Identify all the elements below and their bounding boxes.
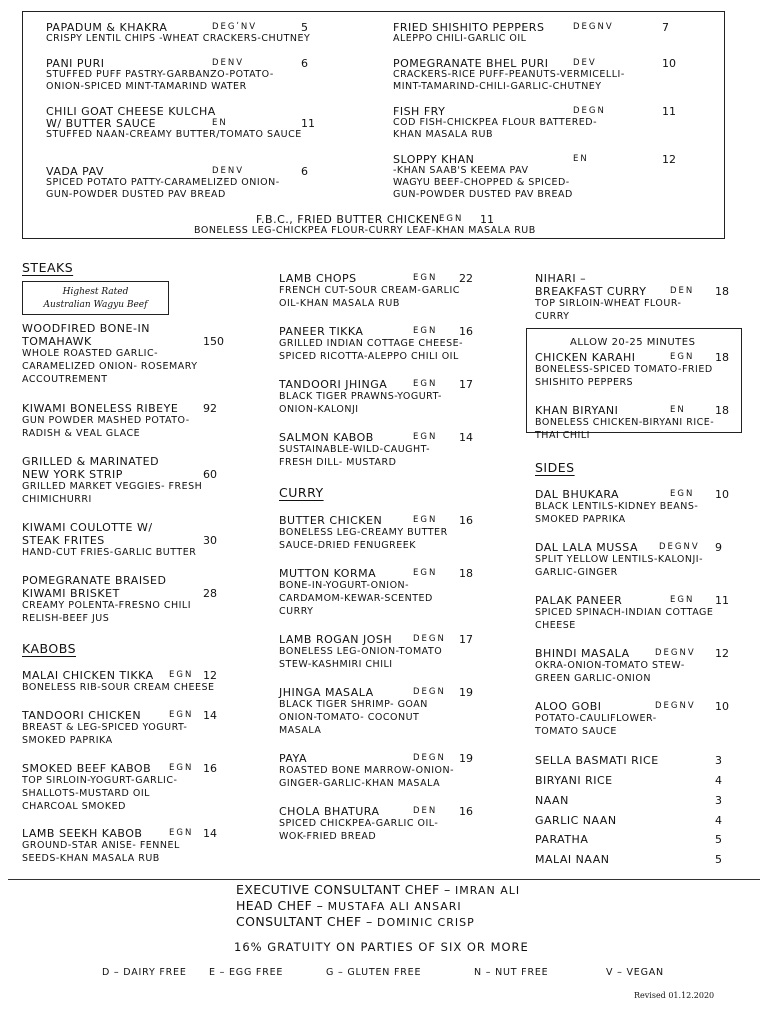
- item-name: KHAN BIRYANI: [535, 404, 619, 417]
- item-price: 17: [459, 378, 473, 391]
- item-name: DAL BHUKARA: [535, 488, 620, 501]
- item-desc: GUN-POWDER DUSTED PAV BREAD: [393, 189, 573, 200]
- legend-item: G – GLUTEN FREE: [326, 967, 422, 978]
- item-name: DAL LALA MUSSA: [535, 541, 638, 554]
- item-price: 12: [203, 669, 217, 682]
- item-name: WOODFIRED BONE-IN: [22, 322, 150, 335]
- legend-item: V – VEGAN: [606, 967, 664, 978]
- item-code: EN: [573, 154, 589, 164]
- item-desc: THAI CHILI: [535, 430, 590, 441]
- item-desc: BONELESS LEG-CHICKPEA FLOUR-CURRY LEAF-KHAN MASALA RUB: [194, 225, 536, 236]
- item-code: DEGN: [573, 106, 606, 116]
- item-desc: SUSTAINABLE-WILD-CAUGHT-: [279, 444, 431, 455]
- item-price: 92: [203, 402, 217, 415]
- item-desc: SPICED SPINACH-INDIAN COTTAGE: [535, 607, 714, 618]
- item-code: EGN: [413, 273, 438, 283]
- item-price: 16: [203, 762, 217, 775]
- side-price: 5: [715, 853, 722, 866]
- section-title-steaks: STEAKS: [22, 260, 74, 275]
- item-name: PANI PURI: [46, 57, 105, 70]
- item-code: EN: [670, 405, 686, 415]
- item-desc: BONELESS CHICKEN-BIRYANI RICE-: [535, 417, 715, 428]
- item-name: TANDOORI JHINGA: [279, 378, 388, 391]
- item-price: 11: [715, 594, 729, 607]
- item-desc: SMOKED PAPRIKA: [535, 514, 626, 525]
- item-code: EGN: [169, 710, 194, 720]
- item-desc: MASALA: [279, 725, 322, 736]
- item-name: NIHARI –: [535, 272, 587, 285]
- item-desc: CRISPY LENTIL CHIPS -WHEAT CRACKERS-CHUTNEY: [46, 33, 311, 44]
- side-price: 4: [715, 774, 722, 787]
- item-desc: TOP SIRLOIN-YOGURT-GARLIC-: [22, 775, 178, 786]
- item-price: 22: [459, 272, 473, 285]
- item-name-line2: W/ BUTTER SAUCE: [46, 117, 156, 130]
- item-price: 9: [715, 541, 722, 554]
- item-desc: CHARCOAL SMOKED: [22, 801, 126, 812]
- item-desc: BLACK TIGER PRAWNS-YOGURT-: [279, 391, 442, 402]
- item-name: ALOO GOBI: [535, 700, 602, 713]
- item-desc: FRENCH CUT-SOUR CREAM-GARLIC: [279, 285, 460, 296]
- item-code: DEGʹNV: [212, 22, 258, 32]
- item-price: 14: [203, 709, 217, 722]
- item-name: LAMB CHOPS: [279, 272, 357, 285]
- item-price: 18: [715, 285, 729, 298]
- side-name: SELLA BASMATI RICE: [535, 754, 659, 767]
- item-name: SLOPPY KHAN: [393, 153, 475, 166]
- item-desc: GINGER-GARLIC-KHAN MASALA: [279, 778, 441, 789]
- item-code: EGN: [670, 352, 695, 362]
- item-name: CHILI GOAT CHEESE KULCHA: [46, 105, 216, 118]
- item-desc: SHALLOTS-MUSTARD OIL: [22, 788, 150, 799]
- item-name: MUTTON KORMA: [279, 567, 377, 580]
- item-desc: ONION-SPICED MINT-TAMARIND WATER: [46, 81, 247, 92]
- item-desc: SMOKED PAPRIKA: [22, 735, 113, 746]
- item-name: BHINDI MASALA: [535, 647, 630, 660]
- item-name-line2: NEW YORK STRIP: [22, 468, 123, 481]
- item-desc: GRILLED INDIAN COTTAGE CHEESE-: [279, 338, 464, 349]
- credit-role: CONSULTANT CHEF: [236, 914, 362, 929]
- item-code: DEGN: [413, 753, 446, 763]
- item-desc: CHEESE: [535, 620, 576, 631]
- item-name: POMEGRANATE BHEL PURI: [393, 57, 549, 70]
- item-desc: BONELESS LEG-CREAMY BUTTER: [279, 527, 448, 538]
- item-code: EGN: [169, 828, 194, 838]
- side-name: PARATHA: [535, 833, 589, 846]
- item-code: DENV: [212, 58, 245, 68]
- section-title-curry: CURRY: [279, 485, 324, 500]
- item-price: 14: [459, 431, 473, 444]
- item-desc: RADISH & VEAL GLACE: [22, 428, 141, 439]
- item-desc: BONELESS LEG-ONION-TOMATO: [279, 646, 443, 657]
- legend-item: E – EGG FREE: [209, 967, 284, 978]
- item-code: EGN: [670, 489, 695, 499]
- item-desc: GUN-POWDER DUSTED PAV BREAD: [46, 189, 226, 200]
- item-desc: BLACK LENTILS-KIDNEY BEANS-: [535, 501, 699, 512]
- item-price: 19: [459, 686, 473, 699]
- item-desc: SPLIT YELLOW LENTILS-KALONJI-: [535, 554, 704, 565]
- item-desc: COD FISH-CHICKPEA FLOUR BATTERED-: [393, 117, 598, 128]
- item-desc: CREAMY POLENTA-FRESNO CHILI: [22, 600, 192, 611]
- item-price: 17: [459, 633, 473, 646]
- item-price: 18: [715, 404, 729, 417]
- item-desc: HAND-CUT FRIES-GARLIC BUTTER: [22, 547, 197, 558]
- credit-person: MUSTAFA ALI ANSARI: [327, 900, 462, 913]
- item-desc: STUFFED PUFF PASTRY-GARBANZO-POTATO-: [46, 69, 274, 80]
- item-desc: GROUND-STAR ANISE- FENNEL: [22, 840, 180, 851]
- item-name: CHICKEN KARAHI: [535, 351, 636, 364]
- item-desc: SPICED POTATO PATTY-CARAMELIZED ONION-: [46, 177, 280, 188]
- item-code: EGN: [169, 763, 194, 773]
- item-code: EGN: [169, 670, 194, 680]
- item-name: FRIED SHISHITO PEPPERS: [393, 21, 545, 34]
- item-name: BUTTER CHICKEN: [279, 514, 383, 527]
- item-desc: BREAST & LEG-SPICED YOGURT-: [22, 722, 188, 733]
- item-price: 12: [662, 153, 676, 166]
- side-name: GARLIC NAAN: [535, 814, 617, 827]
- item-price: 14: [203, 827, 217, 840]
- item-name-line2: KIWAMI BRISKET: [22, 587, 120, 600]
- item-desc: BONELESS-SPICED TOMATO-FRIED: [535, 364, 713, 375]
- item-desc: STUFFED NAAN-CREAMY BUTTER/TOMATO SAUCE: [46, 129, 302, 140]
- item-code: DEGNV: [659, 542, 700, 552]
- item-price: 60: [203, 468, 217, 481]
- item-name: PAPADUM & KHAKRA: [46, 21, 168, 34]
- item-desc: ONION-KALONJI: [279, 404, 359, 415]
- item-name: JHINGA MASALA: [279, 686, 374, 699]
- item-desc: WHOLE ROASTED GARLIC-: [22, 348, 159, 359]
- item-code: DEGN: [413, 634, 446, 644]
- side-price: 3: [715, 794, 722, 807]
- item-name: TANDOORI CHICKEN: [22, 709, 142, 722]
- section-title-kabobs: KABOBS: [22, 641, 77, 656]
- item-desc: ACCOUTREMENT: [22, 374, 108, 385]
- item-price: 5: [301, 21, 308, 34]
- item-name: SMOKED BEEF KABOB: [22, 762, 152, 775]
- item-price: 16: [459, 514, 473, 527]
- item-desc: POTATO-CAULIFLOWER-: [535, 713, 657, 724]
- item-name: VADA PAV: [46, 165, 104, 178]
- section-title-sides: SIDES: [535, 460, 575, 475]
- allow-time-note: ALLOW 20-25 MINUTES: [570, 337, 696, 348]
- item-code: EGN: [413, 568, 438, 578]
- item-price: 10: [715, 700, 729, 713]
- item-price: 150: [203, 335, 224, 348]
- side-name: BIRYANI RICE: [535, 774, 613, 787]
- item-desc: SPICED RICOTTA-ALEPPO CHILI OIL: [279, 351, 459, 362]
- wagyu-note: [22, 281, 169, 315]
- item-code: EGN: [413, 432, 438, 442]
- item-desc: SEEDS-KHAN MASALA RUB: [22, 853, 160, 864]
- side-price: 3: [715, 754, 722, 767]
- item-code: EGN: [413, 515, 438, 525]
- item-desc: GREEN GARLIC-ONION: [535, 673, 651, 684]
- item-code: DEGNV: [655, 701, 696, 711]
- side-name: NAAN: [535, 794, 569, 807]
- item-price: 6: [301, 57, 308, 70]
- credit-line: CONSULTANT CHEF – DOMINIC CRISP: [236, 914, 475, 929]
- credit-person: IMRAN ALI: [455, 884, 521, 897]
- item-code: EGN: [670, 595, 695, 605]
- item-price: 16: [459, 805, 473, 818]
- item-desc: CURRY: [535, 311, 570, 322]
- item-desc: CRACKERS-RICE PUFF-PEANUTS-VERMICELLI-: [393, 69, 625, 80]
- gratuity-note: 16% GRATUITY ON PARTIES OF SIX OR MORE: [234, 940, 529, 954]
- item-code: DEV: [573, 58, 597, 68]
- item-code: EGN: [413, 379, 438, 389]
- credit-line: EXECUTIVE CONSULTANT CHEF – IMRAN ALI: [236, 882, 521, 897]
- item-price: 12: [715, 647, 729, 660]
- credit-line: HEAD CHEF – MUSTAFA ALI ANSARI: [236, 898, 462, 913]
- item-desc: ROASTED BONE MARROW-ONION-: [279, 765, 455, 776]
- item-desc: SPICED CHICKPEA-GARLIC OIL-: [279, 818, 439, 829]
- item-desc: RELISH-BEEF JUS: [22, 613, 110, 624]
- item-name: F.B.C., FRIED BUTTER CHICKEN: [256, 213, 440, 226]
- item-desc: FRESH DILL- MUSTARD: [279, 457, 397, 468]
- item-code: EGN: [439, 214, 464, 224]
- item-desc: CARAMELIZED ONION- ROSEMARY: [22, 361, 198, 372]
- item-code: DEGN: [413, 687, 446, 697]
- item-name: PALAK PANEER: [535, 594, 623, 607]
- legend-item: D – DAIRY FREE: [102, 967, 187, 978]
- side-price: 5: [715, 833, 722, 846]
- item-price: 10: [662, 57, 676, 70]
- item-code: DEN: [670, 286, 695, 296]
- item-name: KIWAMI COULOTTE W/: [22, 521, 153, 534]
- item-code: EN: [212, 118, 228, 128]
- item-name: LAMB SEEKH KABOB: [22, 827, 143, 840]
- side-price: 4: [715, 814, 722, 827]
- item-code: DEGNV: [655, 648, 696, 658]
- item-name: PANEER TIKKA: [279, 325, 364, 338]
- wagyu-note-line: Highest Rated: [62, 287, 129, 297]
- item-price: 16: [459, 325, 473, 338]
- item-name: POMEGRANATE BRAISED: [22, 574, 167, 587]
- item-price: 28: [203, 587, 217, 600]
- item-desc: TOP SIRLOIN-WHEAT FLOUR-: [535, 298, 682, 309]
- legend-item: N – NUT FREE: [474, 967, 549, 978]
- item-name-line2: STEAK FRITES: [22, 534, 105, 547]
- item-desc: BLACK TIGER SHRIMP- GOAN: [279, 699, 428, 710]
- item-price: 11: [662, 105, 676, 118]
- item-desc: KHAN MASALA RUB: [393, 129, 493, 140]
- item-desc: GARLIC-GINGER: [535, 567, 618, 578]
- item-name: LAMB ROGAN JOSH: [279, 633, 393, 646]
- item-price: 19: [459, 752, 473, 765]
- item-code: EGN: [413, 326, 438, 336]
- item-desc: SHISHITO PEPPERS: [535, 377, 634, 388]
- item-name: FISH FRY: [393, 105, 446, 118]
- item-price: 11: [480, 213, 494, 226]
- item-code: DEN: [413, 806, 438, 816]
- item-desc: WAGYU BEEF-CHOPPED & SPICED-: [393, 177, 570, 188]
- item-name: PAYA: [279, 752, 307, 765]
- item-desc: CARDAMOM-KEWAR-SCENTED: [279, 593, 433, 604]
- item-code: DENV: [212, 166, 245, 176]
- item-desc: BONELESS RIB-SOUR CREAM CHEESE: [22, 682, 215, 693]
- item-desc: CURRY: [279, 606, 314, 617]
- side-name: MALAI NAAN: [535, 853, 610, 866]
- item-price: 18: [459, 567, 473, 580]
- item-desc: TOMATO SAUCE: [535, 726, 617, 737]
- revised-date: Revised 01.12.2020: [634, 991, 715, 1000]
- credit-role: HEAD CHEF: [236, 898, 313, 913]
- item-price: 7: [662, 21, 669, 34]
- item-desc: ALEPPO CHILI-GARLIC OIL: [393, 33, 527, 44]
- item-desc: -KHAN SAAB'S KEEMA PAV: [393, 165, 529, 176]
- item-desc: SAUCE-DRIED FENUGREEK: [279, 540, 417, 551]
- item-name-line2: BREAKFAST CURRY: [535, 285, 647, 298]
- credit-role: EXECUTIVE CONSULTANT CHEF: [236, 882, 440, 897]
- credit-person: DOMINIC CRISP: [377, 916, 475, 929]
- item-desc: STEW-KASHMIRI CHILI: [279, 659, 393, 670]
- item-price: 18: [715, 351, 729, 364]
- item-desc: WOK-FRIED BREAD: [279, 831, 377, 842]
- item-name: MALAI CHICKEN TIKKA: [22, 669, 154, 682]
- item-price: 6: [301, 165, 308, 178]
- item-name: SALMON KABOB: [279, 431, 374, 444]
- item-desc: MINT-TAMARIND-CHILI-GARLIC-CHUTNEY: [393, 81, 602, 92]
- item-desc: ONION-TOMATO- COCONUT: [279, 712, 420, 723]
- item-price: 30: [203, 534, 217, 547]
- item-name: KIWAMI BONELESS RIBEYE: [22, 402, 179, 415]
- item-desc: GRILLED MARKET VEGGIES- FRESH: [22, 481, 203, 492]
- item-name-line2: TOMAHAWK: [22, 335, 92, 348]
- item-desc: OKRA-ONION-TOMATO STEW-: [535, 660, 685, 671]
- item-code: DEGNV: [573, 22, 614, 32]
- item-name: CHOLA BHATURA: [279, 805, 380, 818]
- item-name: GRILLED & MARINATED: [22, 455, 160, 468]
- item-desc: OIL-KHAN MASALA RUB: [279, 298, 400, 309]
- item-desc: GUN POWDER MASHED POTATO-: [22, 415, 190, 426]
- footer-divider: [8, 879, 760, 880]
- item-price: 10: [715, 488, 729, 501]
- wagyu-note-line: Australian Wagyu Beef: [43, 300, 148, 310]
- item-price: 11: [301, 117, 315, 130]
- item-desc: CHIMICHURRI: [22, 494, 92, 505]
- item-desc: BONE-IN-YOGURT-ONION-: [279, 580, 410, 591]
